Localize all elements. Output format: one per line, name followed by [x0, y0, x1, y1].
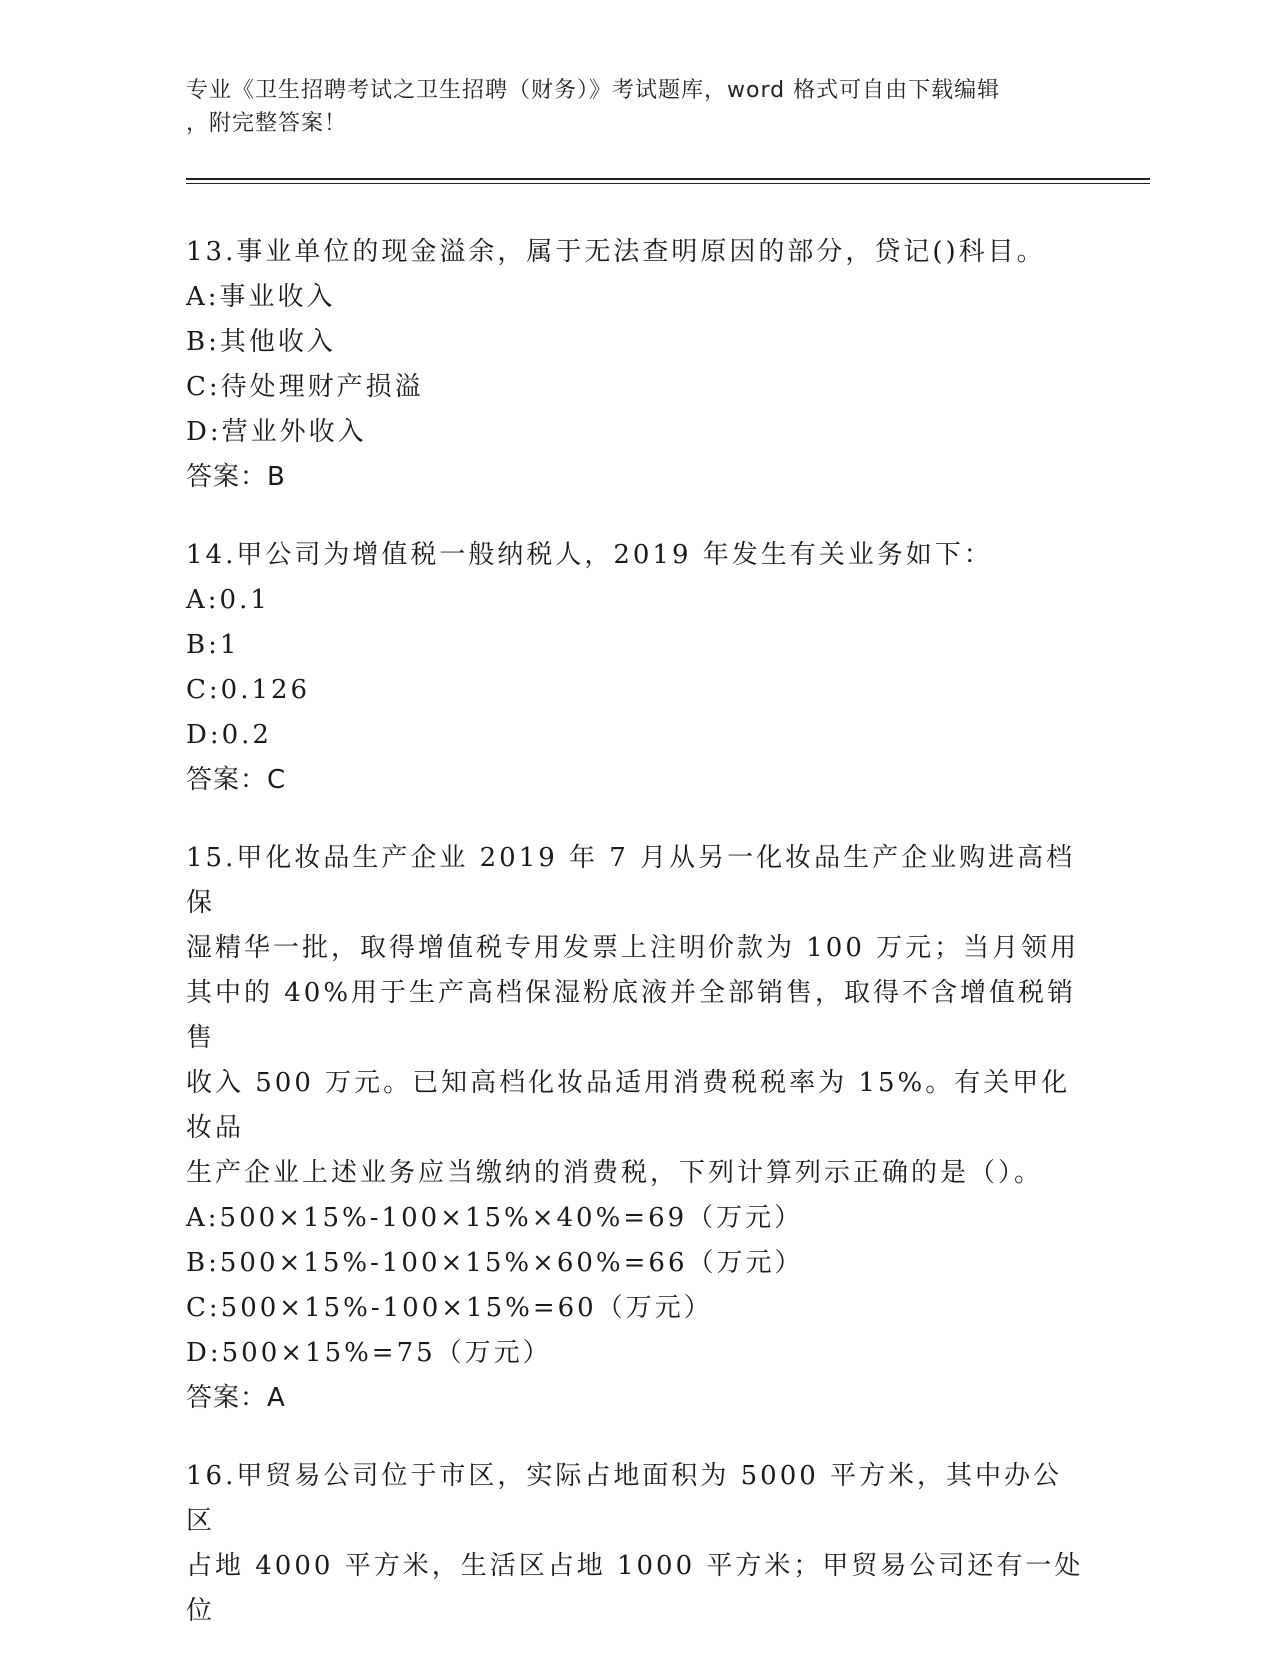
question-text: 13.事业单位的现金溢余，属于无法查明原因的部分，贷记()科目。 — [186, 237, 1046, 267]
question-text-line: 生产企业上述业务应当缴纳的消费税，下列计算列示正确的是（）。 — [186, 1158, 1044, 1188]
option-label: D: — [186, 417, 222, 447]
option-label: A: — [186, 585, 220, 615]
option-label: A: — [186, 282, 220, 312]
option-b — [186, 320, 1086, 365]
option-label: A: — [186, 1203, 220, 1233]
option-b — [186, 1241, 1086, 1286]
option-label: B: — [186, 327, 220, 357]
question-text: 14.甲公司为增值税一般纳税人，2019 年发生有关业务如下： — [186, 540, 993, 570]
question-text-line: 15.甲化妆品生产企业 2019 年 7 月从另一化妆品生产企业购进高档保 — [186, 843, 1076, 918]
question-text-line: 16.甲贸易公司位于市区，实际占地面积为 5000 平方米，其中办公区 — [186, 1461, 1063, 1536]
option-c — [186, 1286, 1086, 1331]
option-d — [186, 410, 1086, 455]
option-text: 0.2 — [221, 720, 272, 750]
question-text-line: 收入 500 万元。已知高档化妆品适用消费税税率为 15%。有关甲化妆品 — [186, 1068, 1071, 1143]
option-text: 待处理财产损溢 — [220, 372, 424, 402]
header-line-2: ，附完整答案！ — [186, 111, 348, 136]
answer: 答案：B — [186, 462, 286, 492]
question-13 — [186, 230, 1086, 500]
question-16 — [186, 1454, 1086, 1634]
option-label: C: — [186, 675, 221, 705]
question-15 — [186, 836, 1086, 1421]
question-text-line: 其中的 40%用于生产高档保湿粉底液并全部销售，取得不含增值税销售 — [186, 978, 1077, 1053]
option-d — [186, 713, 1086, 758]
question-text-line: 湿精华一批，取得增值税专用发票上注明价款为 100 万元；当月领用 — [186, 933, 1080, 963]
option-c — [186, 365, 1086, 410]
option-label: D: — [186, 720, 222, 750]
question-text-line: 占地 4000 平方米，生活区占地 1000 平方米；甲贸易公司还有一处位 — [186, 1551, 1084, 1626]
option-b — [186, 623, 1086, 668]
option-text: 0.126 — [220, 675, 311, 705]
option-text: 500×15%-100×15%×60%=66（万元） — [219, 1248, 804, 1278]
option-a — [186, 578, 1086, 623]
document-header — [186, 74, 1086, 140]
option-a — [186, 275, 1086, 320]
option-label: B: — [186, 630, 220, 660]
header-divider-thick — [186, 178, 1150, 180]
option-text: 0.1 — [219, 585, 270, 615]
header-divider-thin — [186, 183, 1150, 184]
option-d — [186, 1331, 1086, 1376]
header-line-1: 专业《卫生招聘考试之卫生招聘（财务）》考试题库，word 格式可自由下载编辑 — [186, 78, 1001, 103]
option-text: 营业外收入 — [221, 417, 367, 447]
option-text: 500×15%-100×15%=60（万元） — [220, 1293, 713, 1323]
option-text: 500×15%=75（万元） — [221, 1338, 552, 1368]
answer: 答案：C — [186, 765, 287, 795]
option-text: 事业收入 — [219, 282, 336, 312]
option-label: B: — [186, 1248, 220, 1278]
question-14 — [186, 533, 1086, 803]
option-label: C: — [186, 1293, 221, 1323]
option-label: D: — [186, 1338, 222, 1368]
option-label: C: — [186, 372, 221, 402]
option-c — [186, 668, 1086, 713]
question-list — [186, 230, 1086, 1667]
option-text: 其他收入 — [219, 327, 336, 357]
option-a — [186, 1196, 1086, 1241]
option-text: 1 — [219, 630, 240, 660]
answer: 答案：A — [186, 1383, 286, 1413]
option-text: 500×15%-100×15%×40%=69（万元） — [219, 1203, 804, 1233]
